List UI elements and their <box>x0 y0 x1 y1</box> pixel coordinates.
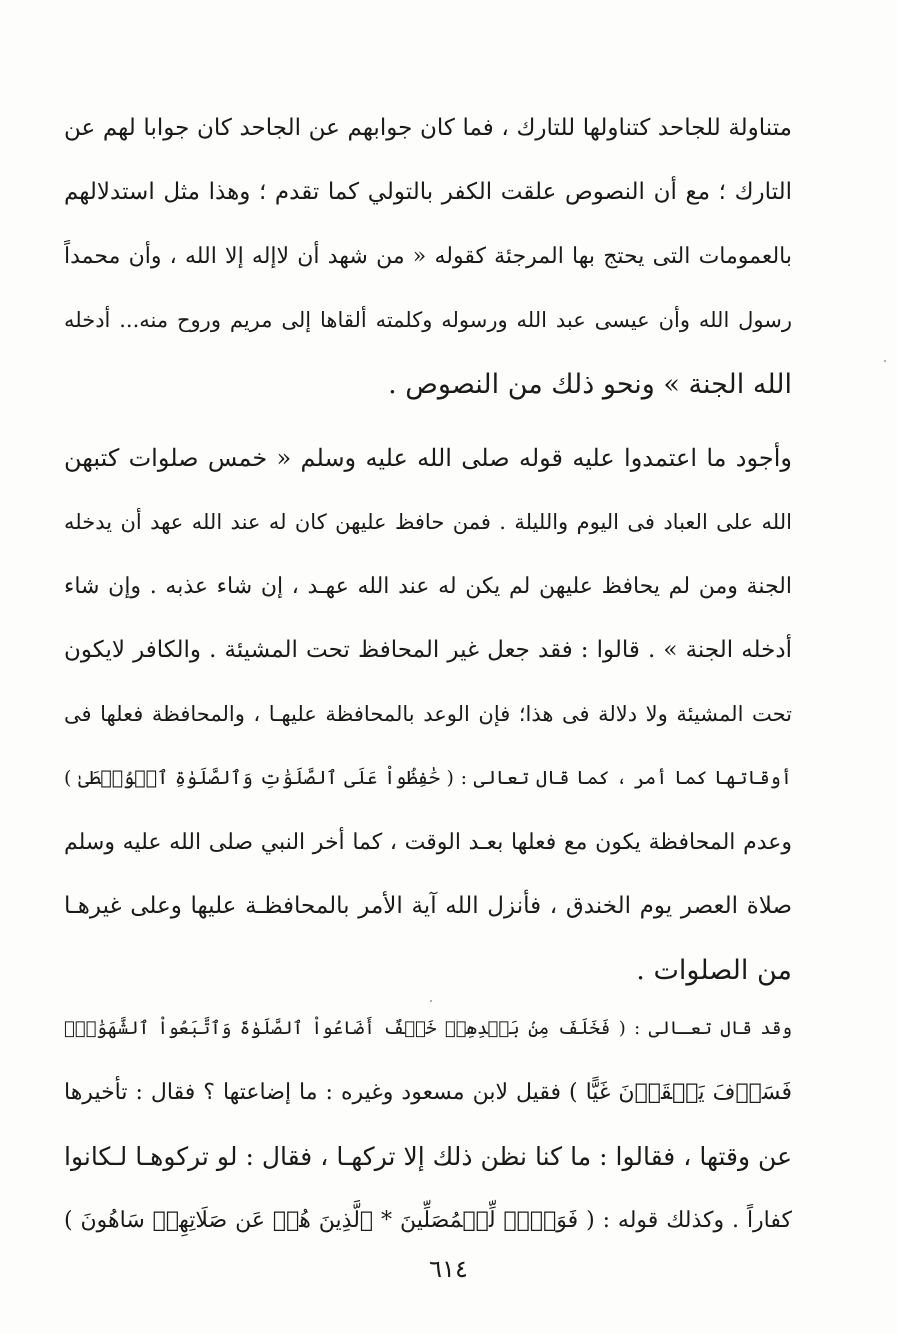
text-line <box>64 810 792 874</box>
quran-verse-line <box>64 996 792 1060</box>
line-text: تحت المشيئة ولا دلالة فى هذا؛ فإن الوعد بالمحافظة عليهـا ، والمحافظة فعلها فى <box>64 702 792 726</box>
line-text: الله الجنة » ونحو ذلك من النصوص . <box>388 368 792 400</box>
text-line <box>64 490 792 554</box>
scan-speck <box>430 1000 432 1002</box>
line-text: وعدم المحافظة يكون مع فعلها بعـد الوقت ، كما أخر النبي صلى الله عليه وسلم <box>64 829 792 855</box>
scan-speck <box>884 360 886 362</box>
line-text: التارك ؛ مع أن النصوص علقت الكفر بالتولي كما تقدم ؛ وهذا مثل استدلالهم <box>64 179 792 205</box>
line-text: رسول الله وأن عيسى عبد الله ورسوله وكلمته ألقاها إلى مريم وروح منه... أدخله <box>64 308 792 332</box>
text-line <box>64 618 792 682</box>
paragraph-1 <box>64 96 792 416</box>
line-text: صلاة العصر يوم الخندق ، فأنزل الله آية الأمر بالمحافظـة عليها وعلى غيرهـا <box>64 893 792 919</box>
line-text: وقد قال تعـالى : ( فَخَلَفَ مِنۢ بَعۡدِهِمۡ خَلۡفٌ أَضَاعُواْ ٱلصَّلَوٰةَ وَٱتَّبَعُواْ ٱلشَّهَوَٰتِۖ <box>64 1017 792 1039</box>
line-text: كفاراً . وكذلك قوله : ( فَوَيۡلٞ لِّلۡمُصَلِّينَ * ٱلَّذِينَ هُمۡ عَن صَلَاتِهِمۡ سَاهُونَ ) <box>64 1207 792 1233</box>
paragraph-3 <box>64 996 792 1252</box>
page-number: ٦١٤ <box>429 1255 468 1283</box>
line-text: أدخله الجنة » . قالوا : فقد جعل غير المحافظ تحت المشيئة . والكافر لايكون <box>64 637 792 663</box>
quran-verse-line <box>64 1188 792 1252</box>
line-text: بالعمومات التى يحتج بها المرجئة كقوله « من شهد أن لاإله إلا الله ، وأن محمداً <box>64 243 792 269</box>
text-line <box>64 1060 792 1124</box>
line-text: الله على العباد فى اليوم والليلة . فمن حافظ عليهن كان له عند الله عهد أن يدخله <box>64 510 792 534</box>
text-line <box>64 554 792 618</box>
text-line <box>64 938 792 1002</box>
text-line <box>64 352 792 416</box>
line-text: من الصلوات . <box>636 954 792 986</box>
text-line <box>64 96 792 160</box>
line-text: الجنة ومن لم يحافظ عليهن لم يكن له عند الله عهـد ، إن شاء عذبه . وإن شاء <box>64 573 792 599</box>
line-text: متناولة للجاحد كتناولها للتارك ، فما كان جوابهم عن الجاحد كان جوابا لهم عن <box>64 115 792 141</box>
text-line <box>64 160 792 224</box>
quran-verse-line <box>64 746 792 810</box>
text-line <box>64 1124 792 1188</box>
line-text: وأجود ما اعتمدوا عليه قوله صلى الله عليه وسلم « خمس صلوات كتبهن <box>64 444 792 472</box>
text-line <box>64 288 792 352</box>
line-text: عن وقتها ، فقالوا : ما كنا نظن ذلك إلا تركهـا ، فقال : لو تركوهـا لـكانوا <box>64 1141 792 1171</box>
text-line <box>64 874 792 938</box>
paragraph-2 <box>64 426 792 1002</box>
text-line <box>64 426 792 490</box>
text-line <box>64 682 792 746</box>
line-text: أوقاتها كما أمر ، كما قال تعالى : ( حَٰفِظُواْ عَلَى ٱلصَّلَوَٰتِ وَٱلصَّلَوٰةِ ٱلۡوُسۡطَىٰ ) <box>64 767 792 789</box>
line-text: فَسَوۡفَ يَلۡقَوۡنَ غَيًّا ) فقيل لابن مسعود وغيره : ما إضاعتها ؟ فقال : تأخيرها <box>64 1079 792 1105</box>
text-line <box>64 224 792 288</box>
